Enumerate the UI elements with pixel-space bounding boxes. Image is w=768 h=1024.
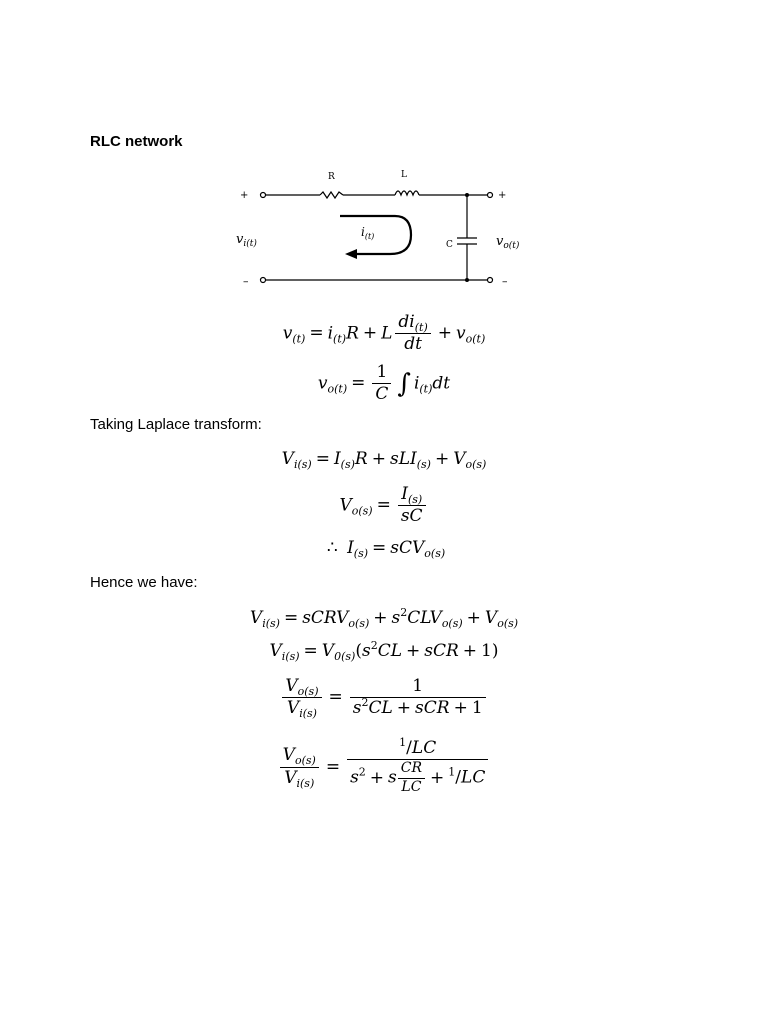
rlc-circuit-diagram xyxy=(225,160,535,295)
capacitor-voltage-equation: $v_{o(t)}$ = $\frac{1}{C}$ ∫ $i_{(t)}dt$ xyxy=(317,362,451,405)
plus-right: + xyxy=(498,190,507,201)
input-terminal-top xyxy=(261,193,266,198)
substituted-equation: $V_{i(s)}$ = sCRV$_{o(s)}$ + $s^2CLV_{o(s)} + V_{o(s)}$ xyxy=(249,606,519,630)
output-terminal-bottom xyxy=(488,278,493,283)
current-arrow-head xyxy=(345,249,357,259)
input-voltage-label: $v_{i(t)}$ xyxy=(236,232,257,249)
transfer-function-equation: $\frac{V_{o(s)}}{V_{i(s)}}$ = $\frac{1}{s^2CL + sCR + 1}$ xyxy=(0,676,768,720)
resistor-symbol xyxy=(320,192,343,198)
capacitor-label: C xyxy=(446,240,453,250)
laplace-capacitor-equation: $V_{o(s)}$ = $\frac{I_{(s)}}{sC}$ xyxy=(0,484,768,528)
minus-left: – xyxy=(243,275,249,288)
junction-dot-top xyxy=(465,193,469,197)
minus-right: – xyxy=(502,275,508,288)
hence-text: Hence we have: xyxy=(90,574,198,591)
inductor-label: L xyxy=(401,170,407,180)
inductor-symbol xyxy=(395,191,419,195)
plus-left: + xyxy=(240,190,249,201)
input-terminal-bottom xyxy=(261,278,266,283)
factored-equation: $V_{i(s)} = V_{0(s)}(s^2CL$ + sCR + 1) xyxy=(269,639,499,663)
output-voltage-label: $v_{o(t)}$ xyxy=(496,234,520,251)
laplace-kvl-equation: $V_{i(s)} = I_{(s)}R + sLI_{(s)} + V_{o(s)}$ xyxy=(281,449,487,471)
resistor-label: R xyxy=(328,172,335,182)
current-equation: ∴ $I_{(s)} = sCV_{o(s)}$ xyxy=(326,538,446,560)
kvl-equation: $v_{(t)} = i_{(t)}R + L$ $\frac{di_{(t)}}{dt}$ + $v_{o(t)}$ xyxy=(282,312,486,355)
junction-dot-bottom xyxy=(465,278,469,282)
laplace-intro-text: Taking Laplace transform: xyxy=(90,416,262,433)
current-loop-arrow xyxy=(340,216,411,254)
current-label: $i_{(t)}$ xyxy=(361,225,375,241)
normalized-transfer-function: $\frac{V_{o(s)}}{V_{i(s)}}$ = $^1$/LC $s^2 + s$ $\frac{CR}{LC}$ + $^1$/LC xyxy=(0,738,768,796)
page-title: RLC network xyxy=(90,133,183,150)
output-terminal-top xyxy=(488,193,493,198)
